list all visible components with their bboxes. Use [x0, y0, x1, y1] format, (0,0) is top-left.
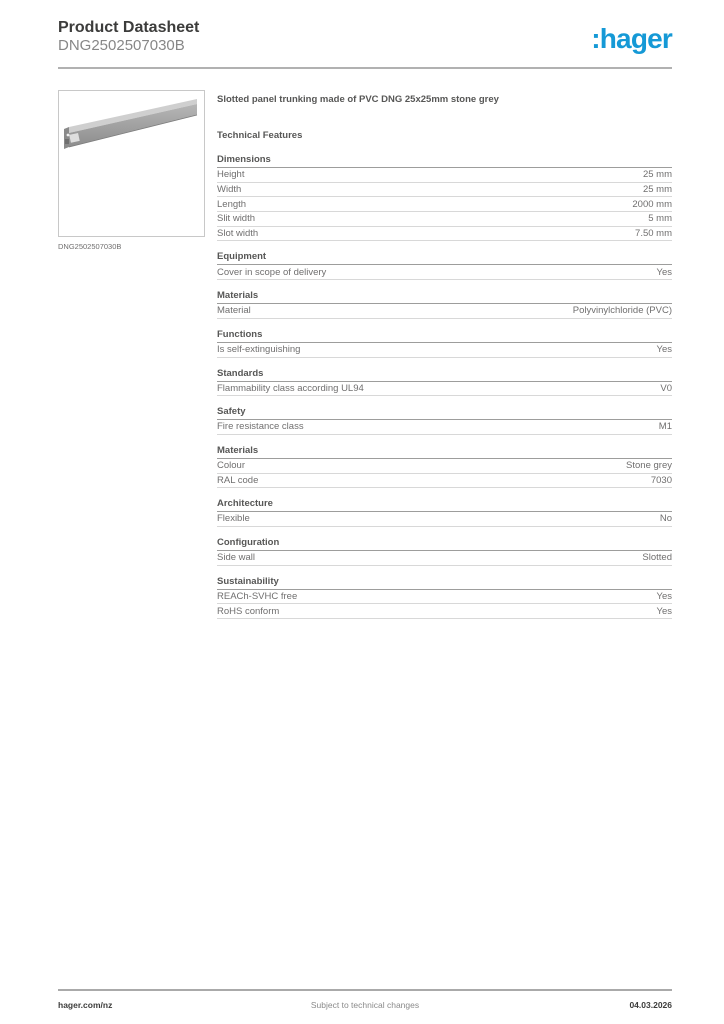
spec-label: Slit width — [217, 213, 256, 225]
technical-features-heading: Technical Features — [217, 130, 303, 141]
spec-section — [217, 155, 672, 241]
spec-value: Yes — [656, 344, 672, 355]
footer-row — [58, 1000, 672, 1010]
footer — [58, 989, 672, 1010]
spec-label: Flammability class according UL94 — [217, 382, 364, 394]
spec-value: Stone grey — [626, 460, 672, 472]
spec-row — [217, 551, 672, 566]
spec-row — [217, 227, 672, 242]
spec-section — [217, 252, 672, 280]
section-header: Equipment — [217, 252, 672, 265]
spec-label: RoHS conform — [217, 605, 280, 617]
section-header: Sustainability — [217, 577, 672, 590]
spec-value: 7.50 mm — [635, 227, 672, 239]
spec-sections — [217, 155, 672, 619]
spec-value: Yes — [656, 590, 672, 602]
product-image-column — [58, 90, 205, 619]
section-header: Dimensions — [217, 155, 672, 168]
spec-section — [217, 407, 672, 435]
section-rows — [217, 168, 672, 241]
spec-row — [217, 512, 672, 527]
section-rows — [217, 512, 672, 527]
trunking-profile-icon — [59, 91, 204, 236]
section-header: Materials — [217, 446, 672, 459]
page-title: Product Datasheet — [58, 19, 200, 36]
spec-section — [217, 291, 672, 319]
spec-row — [217, 183, 672, 198]
product-code-subtitle: DNG2502507030B — [58, 37, 185, 54]
spec-value: Polyvinylchloride (PVC) — [572, 305, 672, 317]
spec-value: 7030 — [650, 474, 672, 486]
section-rows — [217, 590, 672, 619]
spec-row — [217, 590, 672, 605]
spec-value: Yes — [656, 266, 672, 278]
spec-label: Colour — [217, 460, 245, 472]
spec-label: Is self-extinguishing — [217, 344, 301, 355]
spec-value: 5 mm — [648, 213, 672, 225]
spec-label: Material — [217, 305, 251, 317]
spec-label: RAL code — [217, 474, 259, 486]
header — [58, 18, 672, 54]
spec-label: Width — [217, 183, 242, 195]
section-rows — [217, 343, 672, 358]
section-rows — [217, 382, 672, 397]
spec-value: 25 mm — [642, 169, 672, 181]
spec-value: No — [659, 513, 672, 525]
spec-value: 25 mm — [642, 183, 672, 195]
product-title: Slotted panel trunking made of PVC DNG 25x25mm stone grey — [217, 94, 499, 105]
spec-label: REACh-SVHC free — [217, 590, 298, 602]
product-image — [58, 90, 205, 237]
spec-label: Height — [217, 169, 245, 181]
footer-date: 04.03.2026 — [629, 999, 672, 1010]
section-header: Standards — [217, 369, 672, 382]
spec-row — [217, 304, 672, 319]
spec-row — [217, 197, 672, 212]
spec-label: Side wall — [217, 552, 256, 564]
spec-row — [217, 212, 672, 227]
main-content — [58, 90, 672, 619]
spec-row — [217, 265, 672, 280]
spec-row — [217, 420, 672, 435]
spec-label: Length — [217, 198, 247, 210]
spec-label: Fire resistance class — [217, 421, 304, 433]
spec-value: Yes — [656, 605, 672, 617]
spec-row — [217, 459, 672, 474]
spec-section — [217, 446, 672, 488]
spec-row — [217, 474, 672, 489]
spec-label: Slot width — [217, 227, 259, 239]
section-header: Safety — [217, 407, 672, 420]
spec-row — [217, 168, 672, 183]
footer-divider — [58, 989, 672, 991]
footer-note: Subject to technical changes — [310, 999, 420, 1010]
spec-section — [217, 330, 672, 358]
spec-row — [217, 343, 672, 358]
spec-value: 2000 mm — [632, 198, 672, 210]
section-header: Materials — [217, 291, 672, 304]
spec-section — [217, 369, 672, 397]
section-rows — [217, 304, 672, 319]
spec-label: Flexible — [217, 513, 250, 525]
spec-value: V0 — [660, 382, 672, 394]
product-image-caption: DNG2502507030B — [58, 242, 122, 251]
section-rows — [217, 265, 672, 280]
section-header: Functions — [217, 330, 672, 343]
header-titles — [58, 18, 199, 54]
spec-row — [217, 604, 672, 619]
header-divider — [58, 67, 672, 69]
spec-section — [217, 577, 672, 619]
section-rows — [217, 459, 672, 488]
spec-value: Slotted — [642, 552, 672, 564]
footer-link[interactable]: hager.com/nz — [58, 999, 113, 1010]
spec-row — [217, 382, 672, 397]
section-rows — [217, 551, 672, 566]
spec-value: M1 — [658, 421, 672, 433]
section-header: Architecture — [217, 499, 672, 512]
section-rows — [217, 420, 672, 435]
spec-column — [217, 90, 672, 619]
spec-section — [217, 499, 672, 527]
hager-logo: :hager — [591, 23, 672, 54]
section-header: Configuration — [217, 538, 672, 551]
spec-label: Cover in scope of delivery — [217, 266, 327, 278]
spec-section — [217, 538, 672, 566]
